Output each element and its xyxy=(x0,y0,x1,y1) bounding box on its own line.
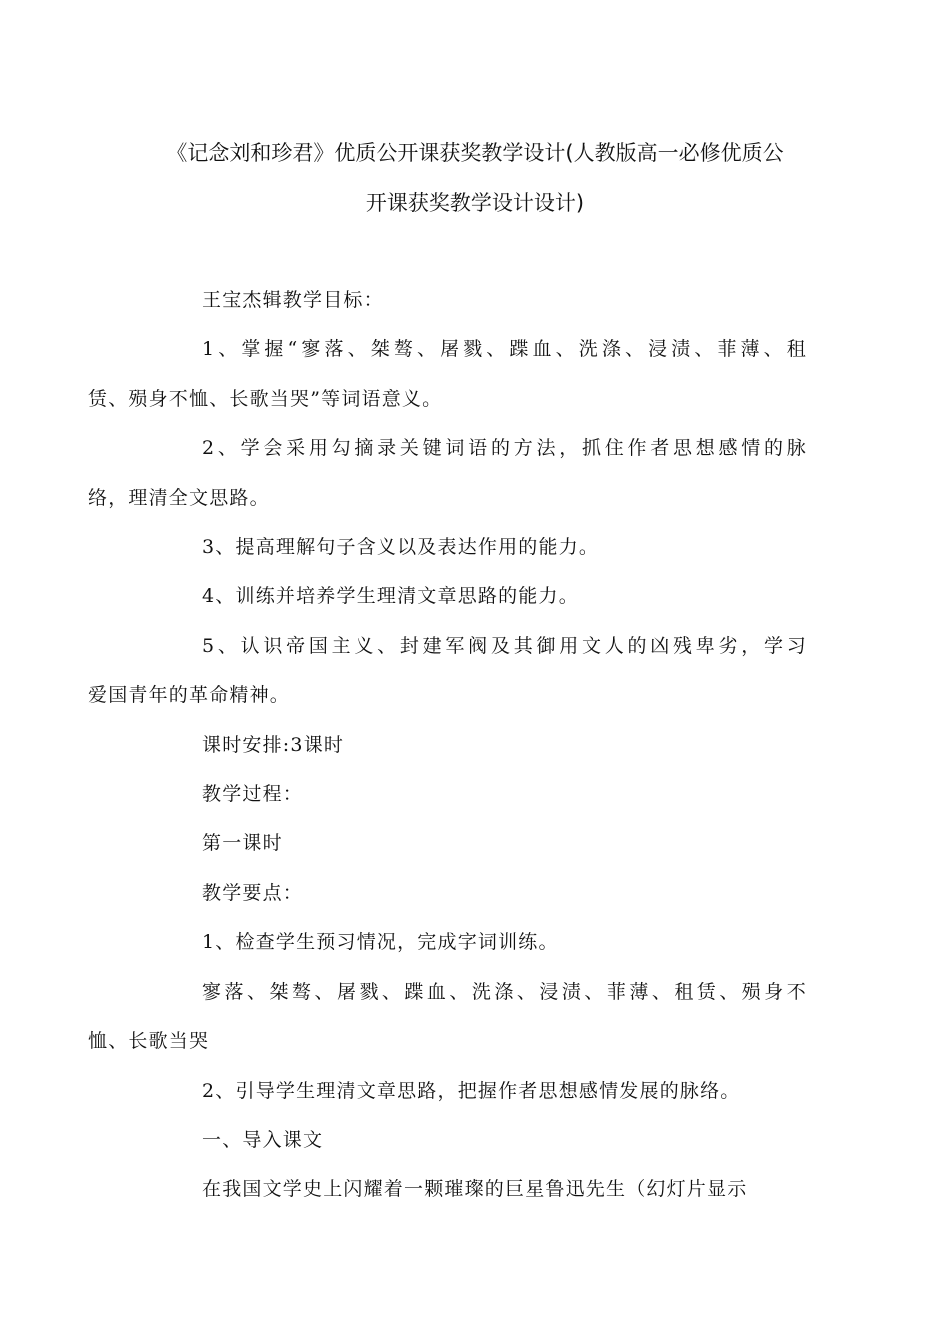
paragraph-text: 教学过程： xyxy=(202,783,304,806)
paragraph xyxy=(145,1116,807,1165)
paragraph xyxy=(88,622,807,721)
document-title xyxy=(140,128,810,228)
paragraph-text: 教学要点： xyxy=(202,881,304,904)
paragraph-text: 王宝杰辑教学目标： xyxy=(202,289,384,311)
paragraph-line: 爱国青年的革命精神。 xyxy=(88,684,291,707)
paragraph-text: 4、训练并培养学生理清文章思路的能力。 xyxy=(202,585,579,608)
paragraph xyxy=(145,276,807,325)
title-line-2: 开课获奖教学设计设计) xyxy=(365,191,585,215)
paragraph-line: 恤、长歌当哭 xyxy=(88,1030,210,1053)
paragraph-text: 一、导入课文 xyxy=(202,1128,324,1151)
paragraph xyxy=(145,770,807,819)
paragraph-line: 5、认识帝国主义、封建军阀及其御用文人的凶残卑劣，学习 xyxy=(202,634,807,657)
paragraph-text: 2、引导学生理清文章思路，把握作者思想感情发展的脉络。 xyxy=(202,1079,741,1102)
paragraph-line: 1、掌握“寥落、桀骜、屠戮、蹀血、洗涤、浸渍、菲薄、租 xyxy=(202,338,807,361)
paragraph-line: 络，理清全文思路。 xyxy=(88,486,270,509)
paragraph-line: 寥落、桀骜、屠戮、蹀血、洗涤、浸渍、菲薄、租赁、殒身不 xyxy=(202,980,807,1003)
paragraph-line: 赁、殒身不恤、长歌当哭”等词语意义。 xyxy=(88,387,443,410)
title-line-1: 《记念刘和珍君》优质公开课获奖教学设计(人教版高一必修优质公 xyxy=(166,141,784,165)
paragraph xyxy=(145,1067,807,1116)
paragraph-text: 在我国文学史上闪耀着一颗璀璨的巨星鲁迅先生（幻灯片显示 xyxy=(202,1178,748,1201)
paragraph-text: 3、提高理解句子含义以及表达作用的能力。 xyxy=(202,536,600,559)
paragraph xyxy=(88,325,807,424)
paragraph xyxy=(145,869,807,918)
paragraph xyxy=(145,1165,807,1214)
paragraph xyxy=(145,819,807,868)
paragraph xyxy=(88,968,807,1067)
paragraph xyxy=(88,424,807,523)
paragraph-text: 第一课时 xyxy=(202,832,283,855)
paragraph xyxy=(145,572,807,621)
paragraph-text: 课时安排:3课时 xyxy=(202,733,345,756)
document-body xyxy=(88,276,807,1215)
paragraph xyxy=(145,918,807,967)
paragraph-line: 2、学会采用勾摘录关键词语的方法，抓住作者思想感情的脉 xyxy=(202,437,807,460)
paragraph-text: 1、检查学生预习情况，完成字词训练。 xyxy=(202,931,559,954)
paragraph xyxy=(145,721,807,770)
paragraph xyxy=(145,523,807,572)
